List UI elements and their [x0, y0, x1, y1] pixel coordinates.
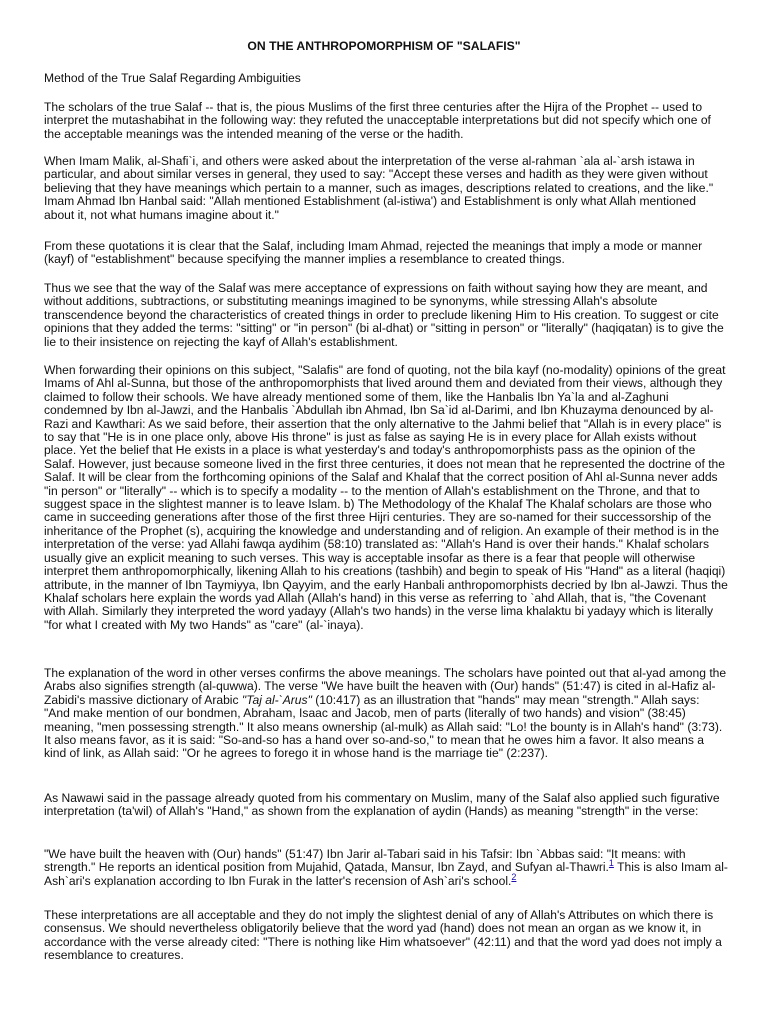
paragraph-tabari	[44, 848, 728, 888]
paragraph-nawawi: As Nawawi said in the passage already quoted from his commentary on Muslim, many of the Salaf also applied such figurative interpretation (ta'wil) of Allah's "Hand," as shown from the explanation of aydin (Hands) as meaning "strength" in the verse:	[44, 791, 720, 819]
paragraph-kayf: From these quotations it is clear that the Salaf, including Imam Ahmad, rejected the meanings that imply a mode or manner (kayf) of "establishment" because specifying the manner implies a resemblance to created things.	[44, 239, 703, 267]
document-title: ON THE ANTHROPOMORPHISM OF "SALAFIS"	[247, 39, 521, 53]
paragraph-imam-quotes: When Imam Malik, al-Shafi`i, and others were asked about the interpretation of the verse al-rahman `ala al-`arsh istawa in particular, and about similar verses in general, they used to say: "Accept these verses and hadith as they were given without believing that they have meanings which pertain to a manner, such as images, descriptions related to creations, and the like." Imam Ahmad Ibn Hanbal said: "Allah mentioned Establishment (al-istiwa') and Establishment is only what Allah mentioned about it, not what humans imagine about it."	[44, 154, 714, 222]
paragraph-conclusion: These interpretations are all acceptable and they do not imply the slightest denial of any of Allah's Attributes on which there is consensus. We should nevertheless obligatorily believe that the word yad (hand) does not mean an organ as we know it, in accordance with the verse already cited: "There is nothing like Him whatsoever" (42:11) and that the word yad does not imply a resemblance to creatures.	[44, 908, 722, 963]
section-heading: Method of the True Salaf Regarding Ambiguities	[44, 71, 301, 85]
paragraph-acceptance: Thus we see that the way of the Salaf was mere acceptance of expressions on faith without saying how they are meant, and without additions, subtractions, or substituting meanings imagined to be synonyms, while stressing Allah's absolute transcendence beyond the characteristics of created things in order to preclude likening Him to His creation. To suggest or cite opinions that they added the terms: "sitting" or "in person" (bi al-dhat) or "sitting in person" or "literally" (haqiqatan) is to give the lie to their insistence on rejecting the kayf of Allah's establishment.	[44, 281, 724, 349]
footnote-link-1[interactable]: 1	[608, 858, 614, 869]
footnote-link-2[interactable]: 2	[511, 871, 517, 882]
paragraph-text: "We have built the heaven with (Our) hands" (51:47) Ibn Jarir al-Tabari said in his Tafsir: Ibn `Abbas said: "It means: with strength." He reports an identical position from Mujahid, Qatada, Mansur, Ibn Zayd, and Sufyan al-Thawri.	[44, 847, 686, 875]
paragraph-text: The explanation of the word in other verses confirms the above meanings. The scholars have pointed out that al-yad among the Arabs also signifies strength (al-quwwa). The verse "We have built the heaven with (Our) hands" (51:47) is cited in al-Hafiz al-Zabidi's massive dictionary of Arabic	[44, 666, 727, 707]
paragraph-salafis-khalaf: When forwarding their opinions on this subject, "Salafis" are fond of quoting, not the bila kayf (no-modality) opinions of the great Imams of Ahl al-Sunna, but those of the anthropomorphists that lived around them and deviated from their views, although they claimed to follow their schools. We have already mentioned some of them, like the Hanbalis Ibn Ya`la and al-Zaghuni condemned by Ibn al-Jawzi, and the Hanbalis `Abdullah ibn Ahmad, Ibn Sa`id al-Darimi, and Ibn Khuzayma denounced by al-Razi and Kawthari: As we said before, their assertion that the only alternative to the Jahmi belief that "Allah is in every place" is to say that "He is in one place only, above His throne" is just as false as saying He is in every place for Allah exists without place. Yet the belief that He exists in a place is what yesterday's and today's anthropomorphists pass as the opinion of the Salaf. However, just because someone lived in the first three centuries, it does not mean that he represented the doctrine of the Salaf. It will be clear from the forthcoming opinions of the Salaf and Khalaf that the correct position of Ahl al-Sunna never adds "in person" or "literally" -- which is to specify a modality -- to the mention of Allah's establishment on the Throne, and that to suggest space in the slightest manner is to leave Islam. b) The Methodology of the Khalaf The Khalaf scholars are those who came in succeeding generations after those of the first three Hijri centuries. They are so-named for their successorship of the inheritance of the Prophet (s), acquiring the knowledge and understanding and of religion. An example of their method is in the interpretation of the verse: yad Allahi fawqa aydihim (58:10) translated as: "Allah's Hand is over their hands." Khalaf scholars usually give an explicit meaning to such verses. This way is acceptable insofar as there is a fear that people will otherwise interpret them anthropomorphically, likening Allah to his creations (tashbih) and begin to speak of His "Hand" as a literal (haqiqi) attribute, in the manner of Ibn Taymiyya, Ibn Qayyim, and the early Hanbali anthropomorphists decried by Ibn al-Jawzi. Thus the Khalaf scholars here explain the words yad Allah (Allah's hand) in this verse as referring to `ahd Allah, that is, "the Covenant with Allah. Similarly they interpreted the word yadayy (Allah's two hands) in the verse lima khalaktu bi yadayy which is literally "for what I created with My two Hands" as "care" (al-`inaya).	[44, 363, 728, 632]
paragraph-text: (10:417) as an illustration that "hands" may mean "strength." Allah says: "And make mention of our bondmen, Abraham, Isaac and Jacob, men of parts (literally of two hands) and vision" (38:45) meaning, "men possessing strength." It also means ownership (al-mulk) as Allah said: "Lo! the bounty is in Allah's hand" (3:73). It also means favor, as it is said: "So-and-so has a hand over so-and-so," to mean that he owes him a favor. It also means a kind of link, as Allah said: "Or he agrees to forego it in whose hand is the marriage tie" (2:237).	[44, 692, 723, 761]
dictionary-title: "Taj al-`Arus"	[241, 692, 312, 707]
paragraph-salaf-method: The scholars of the true Salaf -- that is, the pious Muslims of the first three centuries after the Hijra of the Prophet -- used to interpret the mutashabihat in the following way: they refuted the unacceptable interpretations but did not specify which one of the acceptable meanings was the intended meaning of the verse or the hadith.	[44, 100, 711, 141]
paragraph-text: This is also Imam al-Ash`ari's explanation according to Ibn Furak in the latter's recension of Ash`ari's school.	[44, 860, 728, 888]
paragraph-hand-meanings	[44, 667, 728, 761]
